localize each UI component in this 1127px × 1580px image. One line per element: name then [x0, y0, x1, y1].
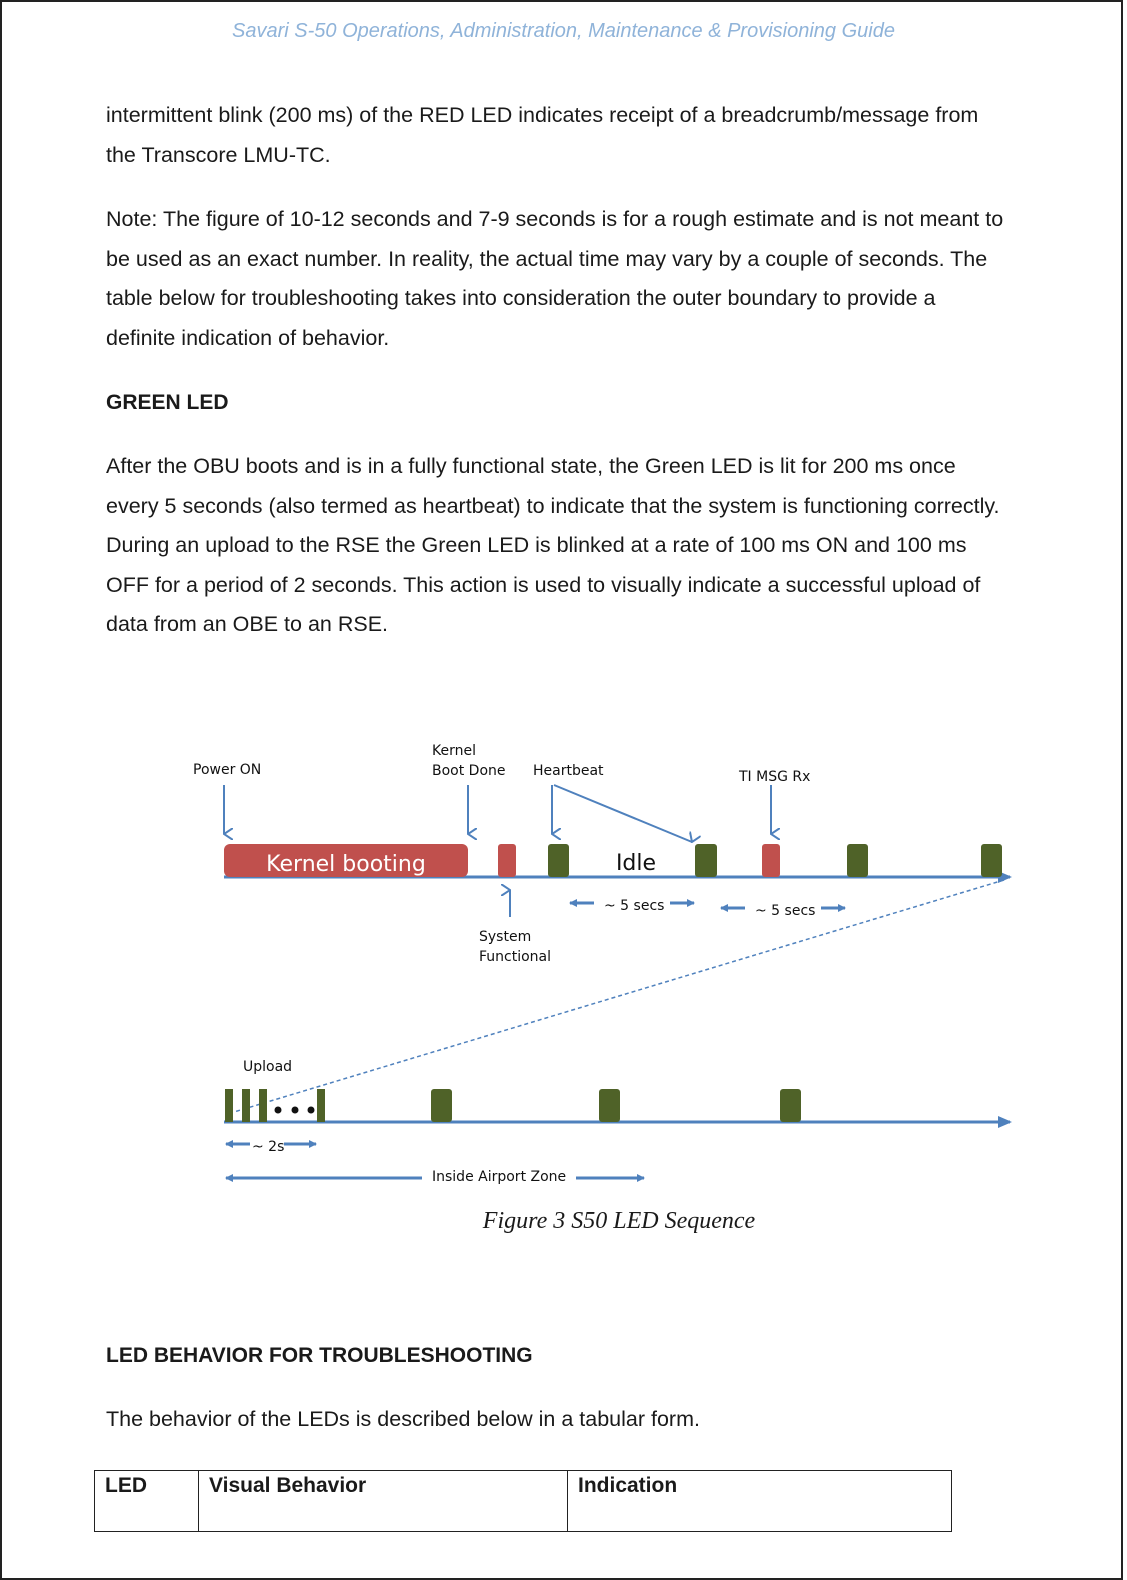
text-line: Note: The figure of 10-12 seconds and 7-9 seconds is for a rough estimate and is not meant to — [106, 207, 1004, 231]
led-behavior-table — [94, 1470, 952, 1532]
green-led-pulse — [847, 844, 868, 877]
ellipsis-dot — [308, 1107, 315, 1114]
zoom-dashed-line — [234, 880, 1004, 1112]
upload-label: Upload — [243, 1059, 293, 1075]
led-sequence-diagram — [2, 2, 1123, 1202]
upload-blink-pulse — [259, 1089, 267, 1122]
heartbeat-diagonal-arrow — [554, 785, 692, 842]
kernel-label-line1: Kernel — [432, 743, 476, 759]
text-line: definite indication of behavior. — [106, 325, 390, 350]
upload-blink-pulse — [317, 1089, 325, 1122]
text-line: table below for troubleshooting takes into consideration the outer boundary to provide a — [106, 286, 936, 310]
green-led-pulse — [548, 844, 569, 877]
text-line: data from an OBE to an RSE. — [106, 612, 389, 636]
kernel-booting-label: Kernel booting — [266, 852, 426, 877]
paragraph-table-intro — [106, 1400, 1066, 1440]
heading-troubleshooting: LED BEHAVIOR FOR TROUBLESHOOTING — [106, 1344, 533, 1367]
upload-blink-pulse — [225, 1089, 233, 1122]
text-line: intermittent blink (200 ms) of the RED LED indicates receipt of a breadcrumb/message from — [106, 103, 979, 127]
green-led-pulse — [981, 844, 1002, 877]
idle-label: Idle — [615, 851, 657, 876]
text-line: be used as an exact number. In reality, the actual time may vary by a couple of seconds. The — [106, 246, 988, 271]
five-secs-label-2: ~ 5 secs — [755, 903, 816, 919]
text-line: every 5 seconds (also termed as heartbeat) to indicate that the system is functioning correctly. — [106, 493, 1000, 518]
text-line: After the OBU boots and is in a fully functional state, the Green LED is lit for 200 ms once — [106, 454, 956, 478]
ti-msg-label: TI MSG Rx — [739, 769, 811, 785]
text-line: OFF for a period of 2 seconds. This action is used to visually indicate a successful upload of — [106, 572, 981, 597]
table-header-indication: Indication — [568, 1471, 952, 1532]
ellipsis-dot — [275, 1107, 282, 1114]
two-s-label: ~ 2s — [252, 1139, 285, 1155]
table-header-visual-behavior: Visual Behavior — [199, 1471, 568, 1532]
green-led-pulse — [599, 1089, 620, 1122]
ellipsis-dot — [292, 1107, 299, 1114]
heartbeat-label: Heartbeat — [533, 763, 604, 779]
figure-caption: Figure 3 S50 LED Sequence — [482, 1208, 756, 1234]
system-label-line2: Functional — [479, 949, 552, 965]
text-line: During an upload to the RSE the Green LED is blinked at a rate of 100 ms ON and 100 ms — [106, 533, 967, 557]
red-led-pulse-ti-msg — [762, 844, 780, 877]
upload-blink-pulse — [242, 1089, 250, 1122]
power-on-label: Power ON — [193, 762, 262, 778]
red-led-pulse-system-functional — [498, 844, 516, 877]
green-led-pulse — [695, 844, 717, 877]
text-line: the Transcore LMU-TC. — [106, 142, 331, 167]
five-secs-label-1: ~ 5 secs — [604, 898, 665, 914]
kernel-label-line2: Boot Done — [432, 763, 506, 779]
text-line: The behavior of the LEDs is described below in a tabular form. — [106, 1407, 700, 1431]
green-led-pulse — [431, 1089, 452, 1122]
green-led-pulse — [780, 1089, 801, 1122]
page-header: Savari S-50 Operations, Administration, Maintenance & Provisioning Guide — [232, 20, 895, 42]
airport-zone-label: Inside Airport Zone — [432, 1169, 567, 1185]
table-header-row — [95, 1471, 952, 1532]
heading-green-led: GREEN LED — [106, 391, 229, 414]
table-header-led: LED — [95, 1471, 199, 1532]
system-label-line1: System — [479, 929, 532, 945]
